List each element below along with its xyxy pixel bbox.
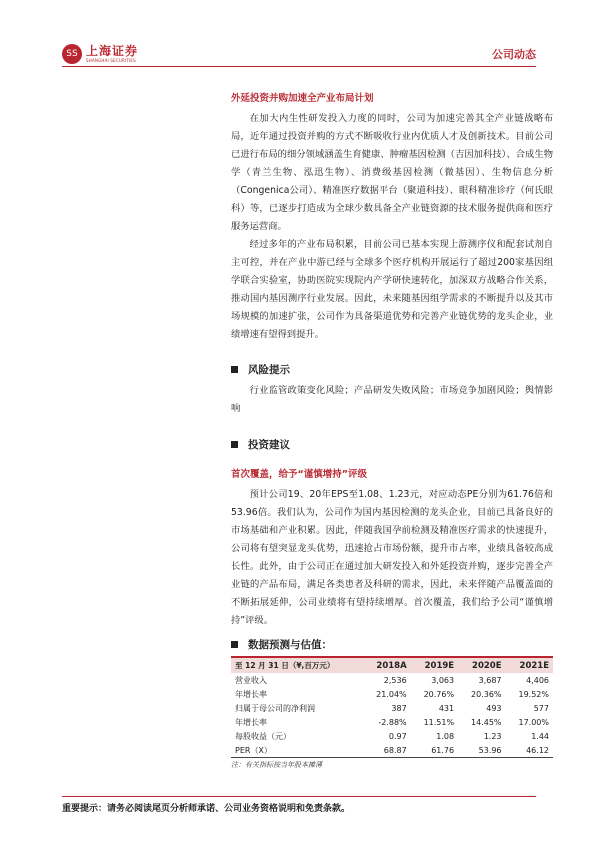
table-cell: 1.23 — [483, 731, 502, 741]
table-cell: 11.51% — [423, 717, 455, 727]
table-cell: 17.00% — [518, 717, 549, 727]
table-cell: 每股收益（元） — [235, 731, 291, 741]
table-header-cell: 2019E — [424, 660, 455, 671]
table-cell: 21.04% — [376, 689, 407, 699]
table-cell: 2,536 — [383, 675, 407, 685]
table-cell: 归属于母公司的净利润 — [235, 703, 315, 713]
table-cell: 年增长率 — [235, 689, 267, 699]
table-cell: 387 — [391, 703, 407, 713]
table-header-cell: 2020E — [472, 660, 502, 671]
investment-heading — [231, 437, 290, 452]
forecast-table — [231, 658, 553, 758]
table-cell: 53.96 — [458, 743, 505, 758]
table-note: 注：有关指标按当年股本摊薄 — [231, 761, 322, 769]
header-divider — [62, 66, 536, 67]
investment-section — [231, 466, 553, 630]
table-cell: 68.87 — [363, 743, 410, 758]
table-cell: 493 — [486, 703, 502, 713]
risk-text: 行业监管政策变化风险；产品研发失败风险；市场竞争加剧风险；舆情影响 — [231, 385, 553, 414]
investment-subtitle: 首次覆盖，给予“谨慎增持”评级 — [231, 469, 367, 480]
table-cell: 46.12 — [506, 743, 553, 758]
table-header-cell: 2018A — [376, 660, 407, 671]
table-cell: 431 — [438, 703, 455, 713]
section-expansion-paragraph-2: 经过多年的产业布局积累，目前公司已基本实现上游测序仪和配套试剂自主可控，并在产业中游已经与全球多个医疗机构开展运行了超过200家基因组学联合实验室，协助医院实现院内产学研快速转化，加深双方战略合作关系，推动国内基因测序行业发展。因此，未来随基因组学需求的不断提升以及其市场规模的加速扩张，公司作为具备渠道优势和完善产业链优势的龙头企业，业绩增速有望得到提升。 — [231, 239, 553, 340]
table-row — [231, 743, 553, 758]
disclaimer-notice: 重要提示：请务必阅读尾页分析师承诺、公司业务资格说明和免责条款。 — [62, 804, 351, 814]
page-header — [0, 0, 596, 70]
company-logo — [62, 44, 138, 64]
table-cell: 61.76 — [411, 743, 458, 758]
report-type-label: 公司动态 — [492, 48, 536, 61]
table-cell: PER（X） — [231, 743, 363, 758]
table-row — [231, 715, 553, 729]
table-cell: 3,687 — [478, 675, 502, 685]
risk-section — [231, 382, 553, 418]
forecast-table-title-text: 数据预测与估值： — [248, 639, 332, 651]
risk-heading-text: 风险提示 — [248, 364, 290, 376]
table-header-cell: 至 12 月 31 日（¥,百万元） — [235, 661, 335, 670]
table-cell: 19.52% — [518, 689, 549, 699]
table-cell: 1.44 — [531, 731, 549, 741]
forecast-table-title — [231, 637, 553, 652]
logo-icon: SS — [62, 44, 82, 64]
table-cell: 1.08 — [436, 731, 455, 741]
table-cell: -2.88% — [378, 717, 407, 727]
square-bullet-icon — [231, 641, 238, 648]
square-bullet-icon — [231, 441, 238, 448]
table-cell: 577 — [533, 703, 549, 713]
square-bullet-icon — [231, 366, 238, 373]
table-cell: 0.97 — [388, 731, 407, 741]
risk-heading — [231, 362, 290, 377]
table-row — [231, 673, 553, 687]
table-cell: 14.45% — [471, 717, 502, 727]
logo-chinese-name: 上海证券 — [86, 44, 139, 58]
table-cell: 20.76% — [423, 689, 455, 699]
table-cell: 20.36% — [471, 689, 502, 699]
logo-english-name: SHANGHAI SECURITIES — [86, 58, 136, 63]
forecast-table-section — [231, 637, 553, 770]
investment-heading-text: 投资建议 — [248, 439, 290, 451]
table-row — [231, 729, 553, 743]
table-cell: 年增长率 — [235, 717, 267, 727]
table-row — [231, 701, 553, 715]
table-cell: 营业收入 — [235, 675, 267, 685]
table-cell: 3,063 — [431, 675, 455, 685]
footer-divider — [62, 796, 536, 797]
section-expansion-title: 外延投资并购加速全产业布局计划 — [231, 93, 374, 104]
table-row — [231, 687, 553, 701]
investment-paragraph: 预计公司19、20年EPS至1.08、1.23元，对应动态PE分别为61.76倍和53.96倍。我们认为，公司作为国内基因检测的龙头企业，目前已具备良好的市场基础和产业积累。因此，伴随我国孕前检测及精准医疗需求的快速提升，公司将有望突显龙头优势，迅速抢占市场份额，提升市占率，业绩具备较高成长性。此外，由于公司正在通过加大研发投入和外延投资并购，逐步完善全产业链的产品布局，满足各类患者及科研的需求，因此，未来伴随产品覆盖面的不断拓展延伸，公司业绩将有望持续增厚。首次覆盖，我们给予公司“谨慎增持”评级。 — [231, 489, 553, 626]
section-expansion — [231, 90, 553, 344]
table-header-cell: 2021E — [519, 660, 549, 671]
table-header-row — [231, 658, 553, 673]
section-expansion-paragraph-1: 在加大内生性研发投入力度的同时，公司为加速完善其全产业链战略布局，近年通过投资并购的方式不断吸收行业内优质人才及创新技术。目前公司已进行布局的细分领域涵盖生育健康、肿瘤基因检测（吉因加科技）、合成生物学（青兰生物、泓迅生物）、消费级基因检测（微基因）、生物信息分析（Congenica公司）、精准医疗数据平台（聚道科技）、眼科精准诊疗（何氏眼科）等，已逐步打造成为全球少数具备全产业链资源的技术服务提供商和医疗服务运营商。 — [231, 113, 553, 232]
table-cell: 4,406 — [526, 675, 549, 685]
